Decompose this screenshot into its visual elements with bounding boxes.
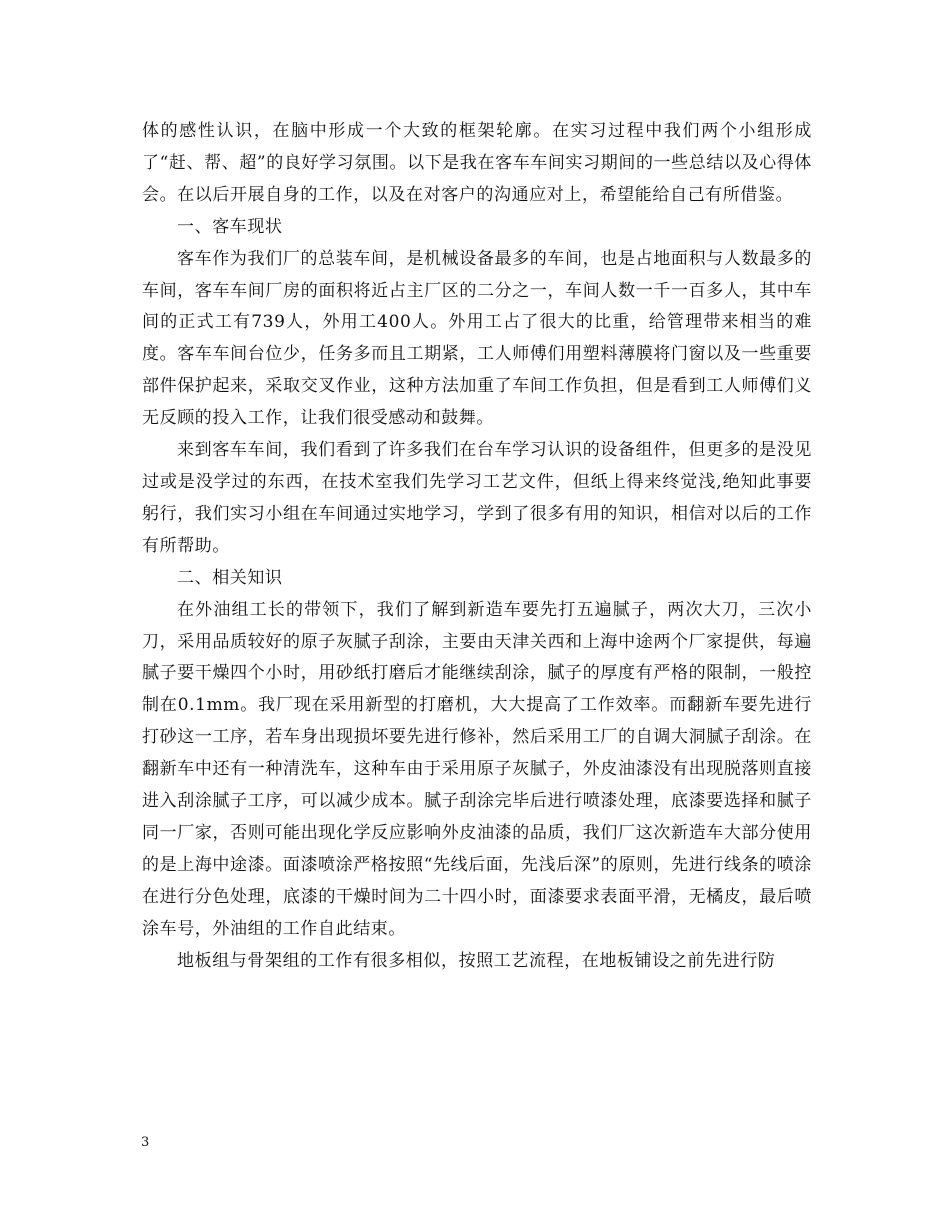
paragraph-putty-process: 在外油组工长的带领下，我们了解到新造车要先打五遍腻子，两次大刀，三次小刀，采用品质较好的原子灰腻子刮涂，主要由天津关西和上海中途两个厂家提供，每遍腻子要干燥四个小时，用砂纸打磨后才能继续刮涂，腻子的厚度有严格的限制，一般控制在0.1mm。我厂现在采用新型的打磨机，大大提高了工作效率。而翻新车要先进行打砂这一工序，若车身出现损坏要先进行修补，然后采用工厂的自调大洞腻子刮涂。在翻新车中还有一种清洗车，这种车由于采用原子灰腻子，外皮油漆没有出现脱落则直接进入刮涂腻子工序，可以减少成本。腻子刮涂完毕后进行喷漆处理，底漆要选择和腻子同一厂家，否则可能出现化学反应影响外皮油漆的品质，我们厂这次新造车大部分使用的是上海中途漆。面漆喷涂严格按照“先线后面，先浅后深”的原则，先进行线条的喷涂在进行分色处理，底漆的干燥时间为二十四小时，面漆要求表面平滑，无橘皮，最后喷涂车号，外油组的工作自此结束。 — [142, 599, 812, 939]
paragraph-arrival: 来到客车车间，我们看到了许多我们在台车学习认识的设备组件，但更多的是没见过或是没学过的东西，在技术室我们先学习工艺文件，但纸上得来终觉浅,绝知此事要躬行，我们实习小组在车间通过实地学习，学到了很多有用的知识，相信对以后的工作有所帮助。 — [142, 440, 812, 556]
page-number: 3 — [141, 1135, 150, 1150]
body-text — [142, 116, 812, 977]
section-heading-related-knowledge: 二、相关知识 — [177, 567, 283, 588]
paragraph-floor-group: 地板组与骨架组的工作有很多相似，按照工艺流程，在地板铺设之前先进行防 — [177, 950, 776, 971]
paragraph-intro-continued: 体的感性认识，在脑中形成一个大致的框架轮廓。在实习过程中我们两个小组形成了“赶、帮、超”的良好学习氛围。以下是我在客车车间实习期间的一些总结以及心得体会。在以后开展自身的工作，以及在对客户的沟通应对上，希望能给自己有所借鉴。 — [142, 121, 812, 205]
section-heading-bus-status: 一、客车现状 — [177, 216, 283, 237]
paragraph-bus-workshop: 客车作为我们厂的总装车间，是机械设备最多的车间，也是占地面积与人数最多的车间，客车车间厂房的面积将近占主厂区的二分之一，车间人数一千一百多人，其中车间的正式工有739人，外用工400人。外用工占了很大的比重，给管理带来相当的难度。客车车间台位少，任务多而且工期紧，工人师傅们用塑料薄膜将门窗以及一些重要部件保护起来，采取交叉作业，这种方法加重了车间工作负担，但是看到工人师傅们义无反顾的投入工作，让我们很受感动和鼓舞。 — [142, 248, 812, 429]
